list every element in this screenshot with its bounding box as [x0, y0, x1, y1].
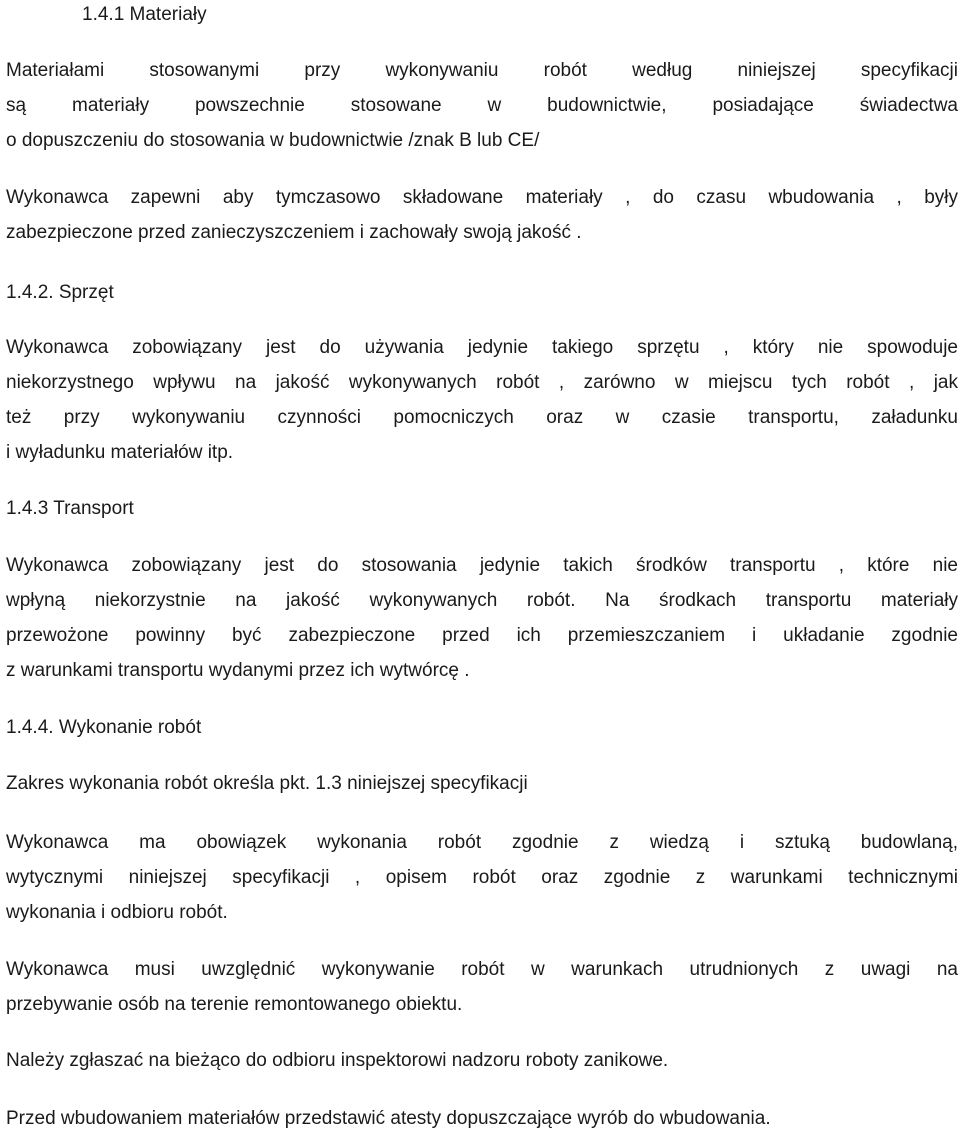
- paragraph-line: przewożone powinny być zabezpieczone przed ich przemieszczaniem i układanie zgodnie: [6, 625, 958, 646]
- heading-text: 1.4.2. Sprzęt: [6, 282, 114, 303]
- paragraph-line: Wykonawca zapewni aby tymczasowo składowane materiały , do czasu wbudowania , były: [6, 187, 958, 208]
- paragraph-materialy-1: [6, 53, 958, 158]
- paragraph-line: Wykonawca zobowiązany jest do używania jedynie takiego sprzętu , który nie spowoduje: [6, 337, 958, 358]
- paragraph-wykonanie-2: [6, 825, 958, 930]
- paragraph-transport: [6, 548, 958, 688]
- paragraph-line: też przy wykonywaniu czynności pomocniczych oraz w czasie transportu, załadunku: [6, 407, 958, 428]
- paragraph-line: przebywanie osób na terenie remontowanego obiektu.: [6, 994, 463, 1015]
- paragraph-wykonanie-5: [6, 1101, 958, 1136]
- paragraph-line: Wykonawca musi uwzględnić wykonywanie robót w warunkach utrudnionych z uwagi na: [6, 959, 958, 980]
- paragraph-line: i wyładunku materiałów itp.: [6, 442, 234, 463]
- paragraph-materialy-2: [6, 180, 958, 250]
- paragraph-line: Wykonawca zobowiązany jest do stosowania jedynie takich środków transportu , które nie: [6, 555, 958, 576]
- paragraph-line: Materiałami stosowanymi przy wykonywaniu robót według niniejszej specyfikacji: [6, 60, 958, 81]
- paragraph-sprzet: [6, 330, 958, 470]
- paragraph-line: Zakres wykonania robót określa pkt. 1.3 niniejszej specyfikacji: [6, 773, 528, 794]
- heading-text: 1.4.3 Transport: [6, 498, 134, 519]
- paragraph-line: Wykonawca ma obowiązek wykonania robót zgodnie z wiedzą i sztuką budowlaną,: [6, 832, 958, 853]
- section-heading-wykonanie: [6, 710, 958, 745]
- paragraph-line: niekorzystnego wpływu na jakość wykonywanych robót , zarówno w miejscu tych robót , jak: [6, 372, 958, 393]
- paragraph-line: wpłyną niekorzystnie na jakość wykonywanych robót. Na środkach transportu materiały: [6, 590, 958, 611]
- paragraph-wykonanie-4: [6, 1043, 958, 1078]
- paragraph-line: o dopuszczeniu do stosowania w budownictwie /znak B lub CE/: [6, 130, 540, 151]
- paragraph-line: wykonania i odbioru robót.: [6, 902, 228, 923]
- section-heading-transport: [6, 491, 958, 526]
- section-heading-materialy: [82, 0, 482, 32]
- paragraph-wykonanie-1: [6, 766, 958, 801]
- paragraph-line: Należy zgłaszać na bieżąco do odbioru inspektorowi nadzoru roboty zanikowe.: [6, 1050, 669, 1071]
- paragraph-wykonanie-3: [6, 952, 958, 1022]
- paragraph-line: zabezpieczone przed zanieczyszczeniem i zachowały swoją jakość .: [6, 222, 582, 243]
- heading-text: 1.4.4. Wykonanie robót: [6, 717, 202, 738]
- paragraph-line: Przed wbudowaniem materiałów przedstawić atesty dopuszczające wyrób do wbudowania.: [6, 1108, 771, 1129]
- paragraph-line: wytycznymi niniejszej specyfikacji , opisem robót oraz zgodnie z warunkami technicznymi: [6, 867, 958, 888]
- paragraph-line: z warunkami transportu wydanymi przez ich wytwórcę .: [6, 660, 470, 681]
- heading-text: 1.4.1 Materiały: [82, 4, 207, 25]
- section-heading-sprzet: [6, 275, 958, 310]
- paragraph-line: są materiały powszechnie stosowane w budownictwie, posiadające świadectwa: [6, 95, 958, 116]
